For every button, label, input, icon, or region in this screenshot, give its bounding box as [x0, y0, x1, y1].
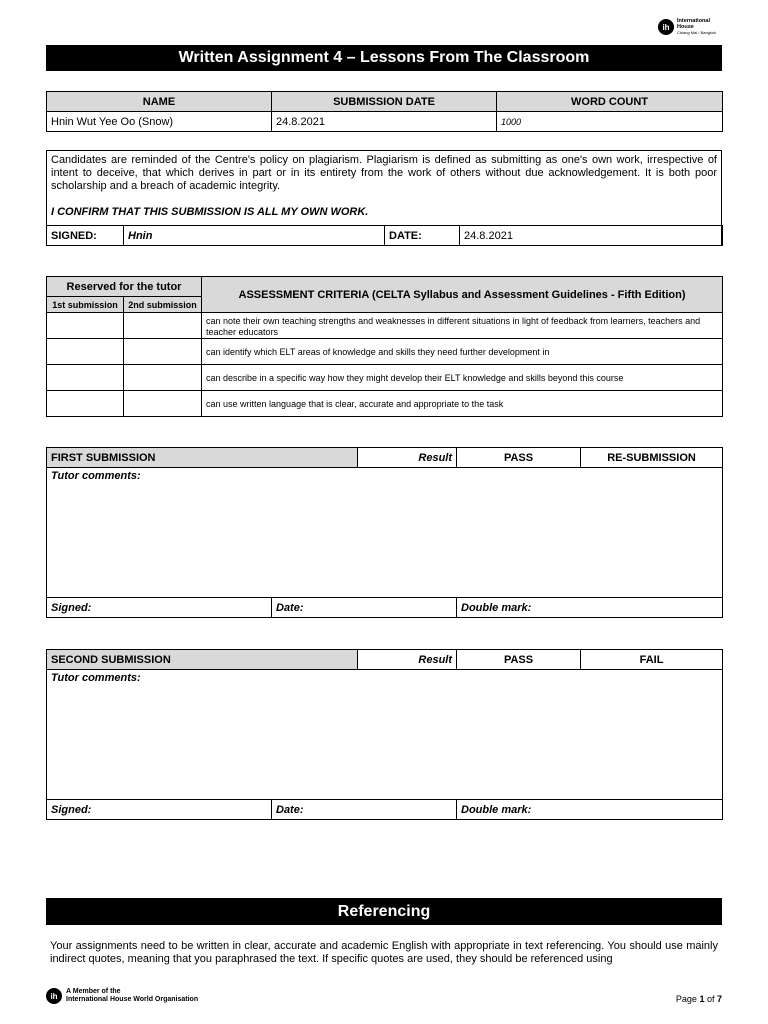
ih-logo-text: International House Chiang Mai / Bangkok [677, 18, 717, 35]
criterion-4: can use written language that is clear, accurate and appropriate to the task [202, 391, 723, 417]
footer-logo [46, 988, 198, 1004]
date-value[interactable]: 24.8.2021 [272, 112, 497, 132]
criterion-1-first-cell[interactable] [47, 313, 124, 339]
first-submission-col: 1st submission [47, 297, 124, 313]
second-tutor-comments[interactable]: Tutor comments: [47, 670, 723, 800]
criteria-table [46, 276, 723, 417]
criterion-1-second-cell[interactable] [124, 313, 202, 339]
ih-footer-mark: ih [46, 988, 62, 1004]
criterion-4-first-cell[interactable] [47, 391, 124, 417]
criterion-1: can note their own teaching strengths and weaknesses in different situations in light of feedback from learners, teachers and teacher educators [202, 313, 723, 339]
first-submission-table [46, 447, 723, 618]
first-double-mark-label[interactable]: Double mark: [457, 598, 723, 618]
criterion-3-second-cell[interactable] [124, 365, 202, 391]
first-signed-label[interactable]: Signed: [47, 598, 272, 618]
criterion-3: can describe in a specific way how they might develop their ELT knowledge and skills beyond this course [202, 365, 723, 391]
first-result-label: Result [358, 448, 457, 468]
first-pass-option[interactable]: PASS [457, 448, 581, 468]
second-date-label[interactable]: Date: [272, 800, 457, 820]
date-label: DATE: [385, 226, 460, 246]
criteria-heading: ASSESSMENT CRITERIA (CELTA Syllabus and Assessment Guidelines - Fifth Edition) [202, 277, 723, 313]
second-pass-option[interactable]: PASS [457, 650, 581, 670]
signature-row [46, 225, 723, 246]
assignment-title: Written Assignment 4 – Lessons From The Classroom [46, 45, 722, 71]
second-signed-label[interactable]: Signed: [47, 800, 272, 820]
signed-label: SIGNED: [47, 226, 124, 246]
signed-value[interactable]: Hnin [124, 226, 385, 246]
first-date-label[interactable]: Date: [272, 598, 457, 618]
plagiarism-box [46, 150, 722, 246]
criterion-2-first-cell[interactable] [47, 339, 124, 365]
plagiarism-text: Candidates are reminded of the Centre's policy on plagiarism. Plagiarism is defined as submitting as one's own work, irrespective of intent to deceive, that which derives in part or in its entirety from the work of others without due acknowledgement. It is both poor scholarship and a breach of academic integrity. [51, 154, 717, 192]
signed-date-value[interactable]: 24.8.2021 [460, 226, 723, 246]
referencing-title: Referencing [46, 898, 722, 925]
col-date-header: SUBMISSION DATE [272, 92, 497, 112]
ih-logo [658, 16, 728, 38]
criterion-2-second-cell[interactable] [124, 339, 202, 365]
ih-logo-mark: ih [658, 19, 674, 35]
name-value[interactable]: Hnin Wut Yee Oo (Snow) [47, 112, 272, 132]
first-submission-label: FIRST SUBMISSION [47, 448, 358, 468]
second-fail-option[interactable]: FAIL [581, 650, 723, 670]
page-number: Page 1 of 7 [675, 994, 722, 1004]
col-count-header: WORD COUNT [497, 92, 723, 112]
col-name-header: NAME [47, 92, 272, 112]
word-count-value[interactable]: 1000 [497, 112, 723, 132]
plagiarism-confirm: I CONFIRM THAT THIS SUBMISSION IS ALL MY OWN WORK. [51, 206, 369, 218]
second-submission-label: SECOND SUBMISSION [47, 650, 358, 670]
second-submission-col: 2nd submission [124, 297, 202, 313]
second-double-mark-label[interactable]: Double mark: [457, 800, 723, 820]
first-resubmission-option[interactable]: RE-SUBMISSION [581, 448, 723, 468]
footer-line1: A Member of the [66, 988, 121, 995]
reserved-header: Reserved for the tutor [47, 277, 202, 297]
criterion-3-first-cell[interactable] [47, 365, 124, 391]
info-table [46, 91, 723, 132]
criterion-4-second-cell[interactable] [124, 391, 202, 417]
second-submission-table [46, 649, 723, 820]
criterion-2: can identify which ELT areas of knowledge and skills they need further development in [202, 339, 723, 365]
referencing-text: Your assignments need to be written in clear, accurate and academic English with appropriate in text referencing. You should use mainly indirect quotes, meaning that you paraphrased the text. If specific quotes are used, they should be referenced using [50, 940, 718, 965]
first-tutor-comments[interactable]: Tutor comments: [47, 468, 723, 598]
second-result-label: Result [358, 650, 457, 670]
footer-line2: International House World Organisation [66, 996, 199, 1003]
